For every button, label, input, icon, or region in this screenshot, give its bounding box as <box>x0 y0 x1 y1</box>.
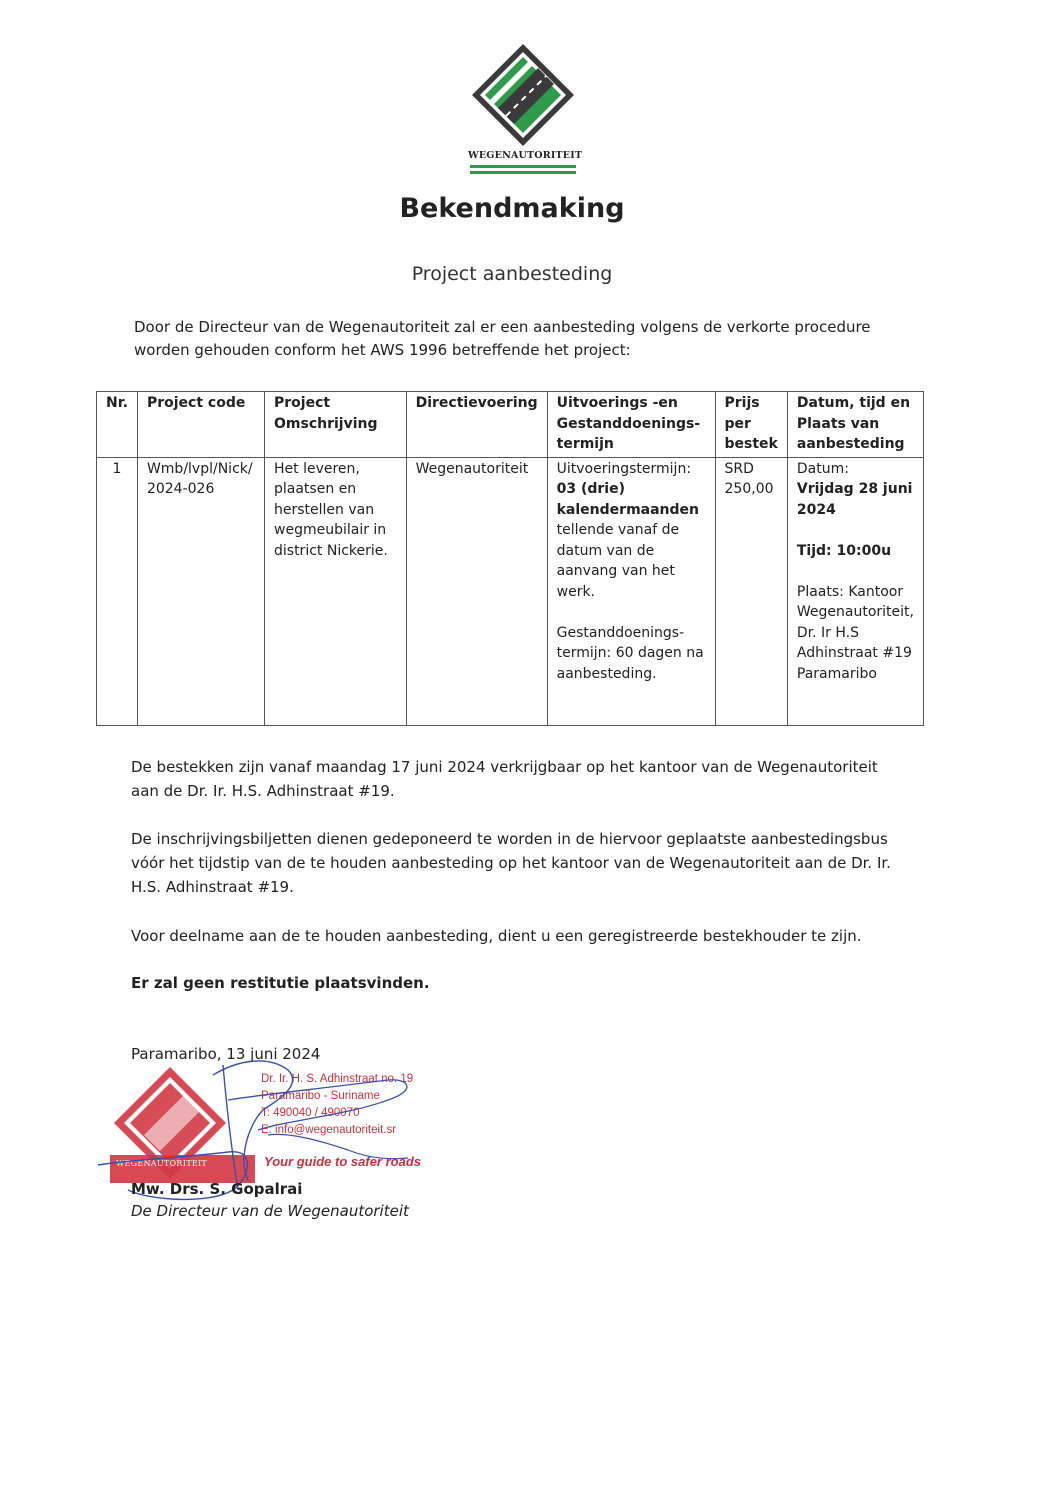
stamp-line: Dr. Ir. H. S. Adhinstraat no. 19 <box>261 1073 414 1085</box>
road-logo-icon <box>468 40 578 150</box>
cell-line: Plaats: Kantoor <box>796 583 904 600</box>
cell-line: werk. <box>556 583 596 600</box>
logo-underline <box>470 165 576 177</box>
header-description <box>265 392 407 458</box>
header-line: termijn <box>556 436 614 452</box>
header-line: Plaats van <box>796 415 880 432</box>
paragraph-no-refund: Er zal geen restitutie plaatsvinden. <box>131 974 430 992</box>
header-terms <box>547 392 715 458</box>
header-line: Prijs <box>724 395 760 411</box>
para-line: De bestekken zijn vanaf maandag 17 juni 2024 verkrijgbaar op het kantoor van de Wegenautoriteit <box>131 758 878 776</box>
para-line: H.S. Adhinstraat #19. <box>131 878 294 896</box>
cell-price <box>715 457 787 726</box>
cell-line: plaatsen en <box>274 481 357 497</box>
intro-paragraph <box>134 316 924 362</box>
header-line: per <box>724 415 751 432</box>
stamp-line: Paramaribo - Suriname <box>261 1090 380 1102</box>
cell-direction: Wegenautoriteit <box>406 457 547 726</box>
header-line: aanbesteding <box>796 436 905 452</box>
cell-line: Het leveren, <box>274 460 360 477</box>
cell-line: Gestanddoenings- <box>556 624 685 641</box>
paragraph-registration: Voor deelname aan de te houden aanbesteding, dient u een geregistreerde bestekhouder te zijn. <box>131 927 862 945</box>
cell-date <box>787 457 923 726</box>
cell-line: Wegenautoriteit, <box>796 604 914 620</box>
stamp-line: E: info@wegenautoriteit.sr <box>261 1124 397 1136</box>
cell-project-code <box>137 457 264 726</box>
cell-line: Dr. Ir H.S <box>796 624 859 641</box>
cell-line: district Nickerie. <box>274 542 388 559</box>
table-row <box>97 457 924 726</box>
header-line: Project <box>274 395 331 411</box>
cell-line: wegmeubilair in <box>274 522 387 538</box>
signature-block <box>88 1040 488 1230</box>
cell-description <box>265 457 407 726</box>
page-subtitle: Project aanbesteding <box>411 263 613 285</box>
header-date <box>787 392 923 458</box>
stamp-logo-text: WEGENAUTORITEIT <box>116 1159 208 1168</box>
header-line: Omschrijving <box>274 415 378 432</box>
intro-line: Door de Directeur van de Wegenautoriteit zal er een aanbesteding volgens de verkorte procedure <box>134 318 871 336</box>
cell-line-bold: Tijd: 10:00u <box>796 542 892 559</box>
cell-line: SRD <box>724 460 754 477</box>
para-line: vóór het tijdstip van de te houden aanbesteding op het kantoor van de Wegenautoriteit aan de Dr. Ir. <box>131 854 891 872</box>
cell-line-bold: 2024 <box>796 501 836 518</box>
signer-role: De Directeur van de Wegenautoriteit <box>131 1202 409 1220</box>
cell-line: aanvang van het <box>556 563 675 579</box>
cell-line: Wmb/lvpl/Nick/ <box>146 460 253 477</box>
header-line: Datum, tijd en <box>796 395 911 411</box>
paragraph-availability <box>131 755 921 803</box>
cell-line: herstellen van <box>274 501 375 518</box>
cell-line: 2024-026 <box>146 481 215 497</box>
cell-line: Datum: <box>796 460 849 477</box>
cell-line-bold: Vrijdag 28 juni <box>796 481 913 497</box>
cell-line-bold: kalendermaanden <box>556 501 699 518</box>
header-line: Gestanddoenings- <box>556 415 701 432</box>
wegenautoriteit-logo <box>468 40 583 180</box>
cell-line-bold: 03 (drie) <box>556 481 625 497</box>
intro-line: worden gehouden conform het AWS 1996 betreffende het project: <box>134 341 631 359</box>
header-price <box>715 392 787 458</box>
cell-line: Adhinstraat #19 <box>796 645 912 661</box>
cell-line: aanbesteding. <box>556 665 657 682</box>
stamp-tagline: Your guide to safer roads <box>264 1154 421 1169</box>
cell-nr: 1 <box>97 457 138 726</box>
cell-line: Paramaribo <box>796 665 877 682</box>
cell-line: Uitvoeringstermijn: <box>556 460 692 477</box>
header-project-code: Project code <box>137 392 264 458</box>
header-direction: Directievoering <box>406 392 547 458</box>
header-line: bestek <box>724 436 778 452</box>
place-date: Paramaribo, 13 juni 2024 <box>131 1045 321 1063</box>
cell-line: termijn: 60 dagen na <box>556 645 704 661</box>
header-nr: Nr. <box>97 392 138 458</box>
stamp-line: T: 490040 / 490070 <box>261 1107 360 1119</box>
header-line: Uitvoerings -en <box>556 395 678 411</box>
signer-name: Mw. Drs. S. Gopalrai <box>131 1180 303 1198</box>
cell-line: 250,00 <box>724 481 774 497</box>
para-line: aan de Dr. Ir. H.S. Adhinstraat #19. <box>131 782 395 800</box>
project-table <box>96 391 924 726</box>
cell-line: datum van de <box>556 542 655 559</box>
para-line: De inschrijvingsbiljetten dienen gedeponeerd te worden in de hiervoor geplaatste aanbestedingsbus <box>131 830 888 848</box>
cell-terms <box>547 457 715 726</box>
page-title: Bekendmaking <box>399 193 625 224</box>
cell-line: tellende vanaf de <box>556 522 680 538</box>
table-header-row <box>97 392 924 458</box>
paragraph-submission <box>131 827 921 899</box>
logo-text: WEGENAUTORITEIT <box>468 150 583 161</box>
